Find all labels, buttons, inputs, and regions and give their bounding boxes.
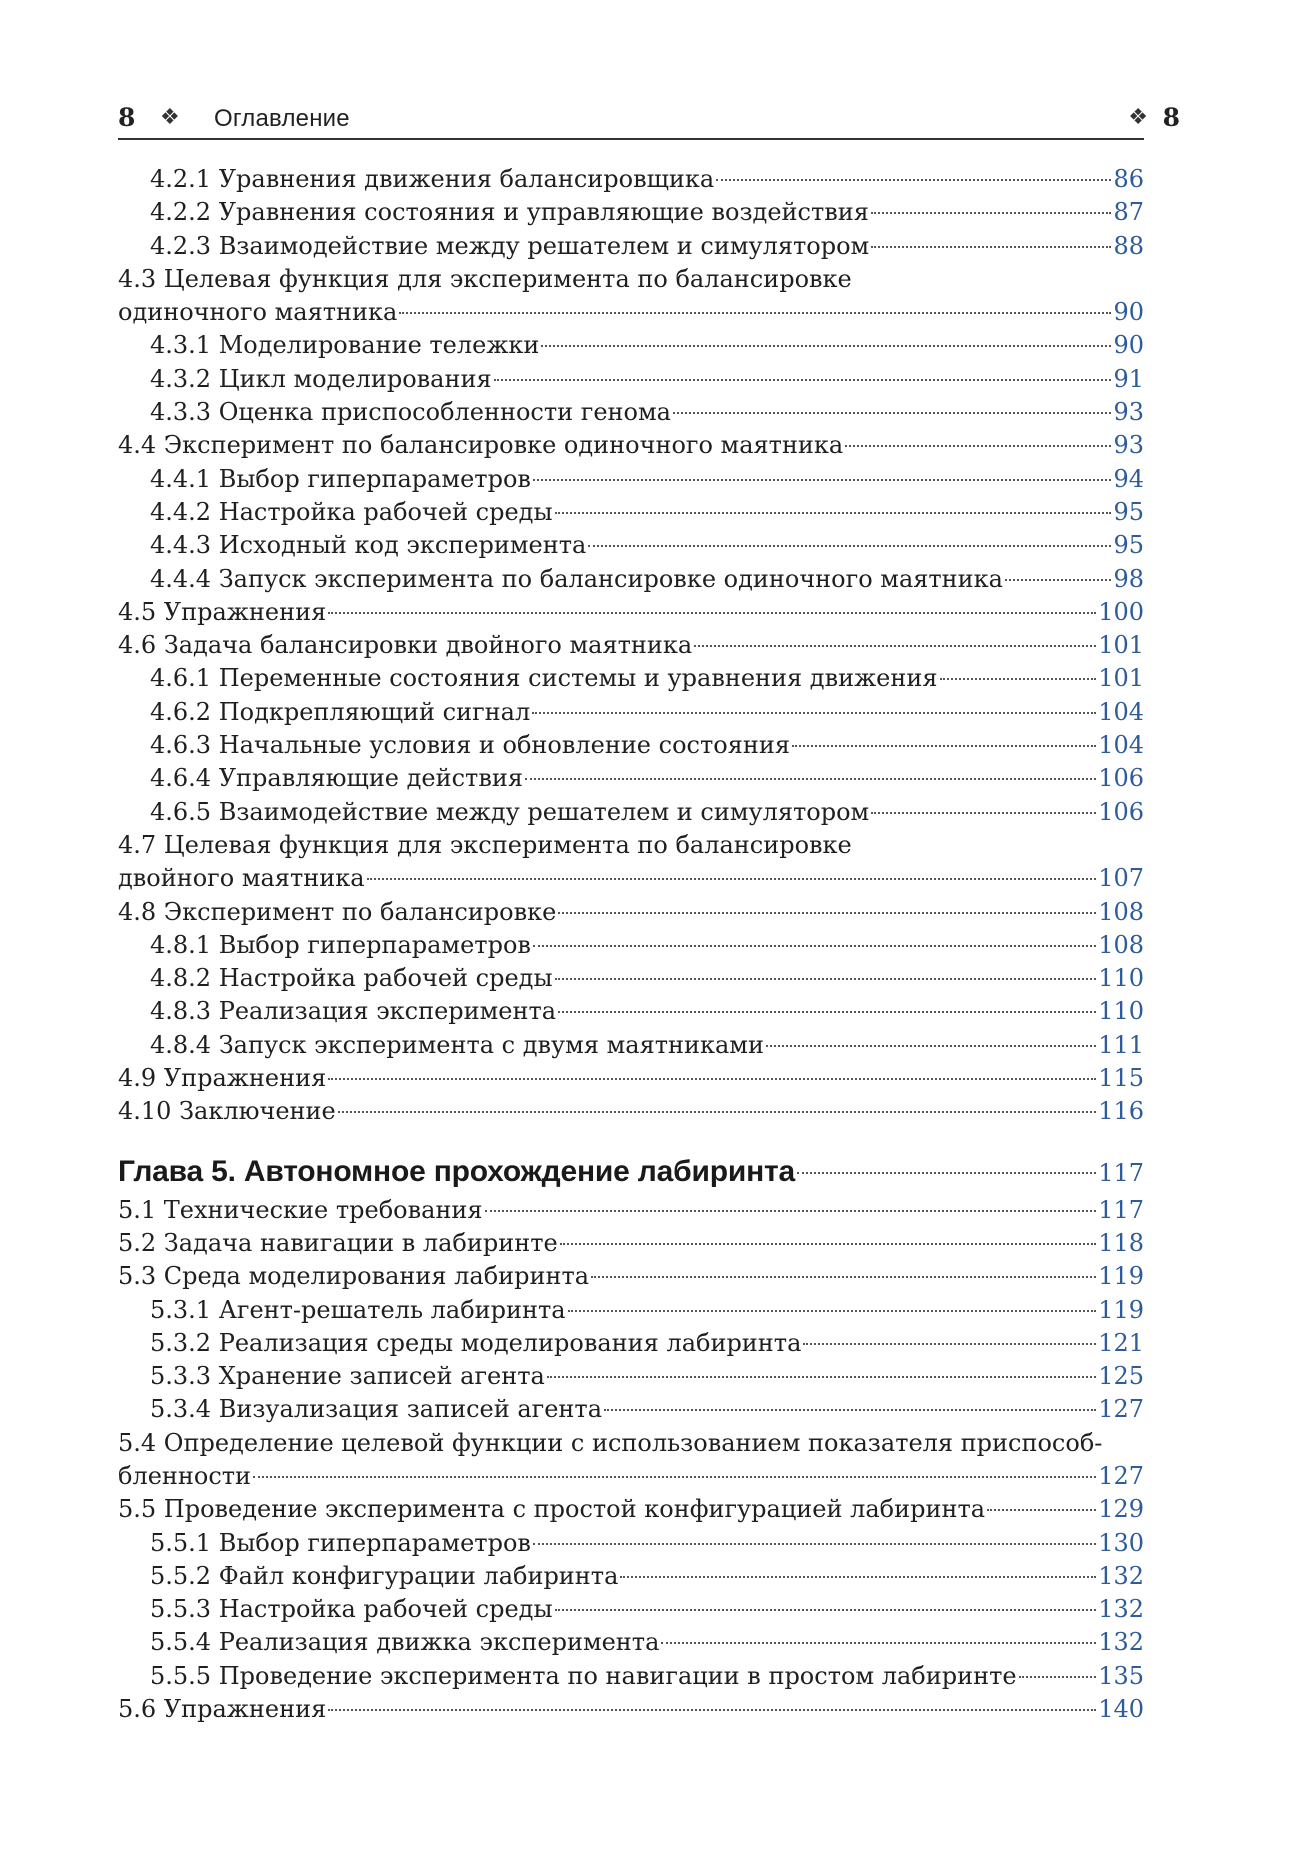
toc-page-number[interactable]: 95 [1113,531,1144,560]
dot-leader [541,344,1111,347]
header-divider [118,138,1144,140]
toc-entry-title: 4.2.3 Взаимодействие между решателем и симулятором [150,231,870,260]
dot-leader [940,677,1097,680]
toc-entry[interactable] [118,896,1144,929]
toc-page-number[interactable]: 117 [1098,1195,1144,1224]
toc-page-number[interactable]: 127 [1098,1461,1144,1490]
toc-entry-title: 4.8.4 Запуск эксперимента с двумя маятниками [150,1030,764,1059]
toc-entry-title: 4.6.5 Взаимодействие между решателем и симулятором [150,797,870,826]
toc-entry[interactable] [118,1029,1144,1062]
toc-entry-title: 4.6.2 Подкрепляющий сигнал [150,697,531,726]
dot-leader [328,1708,1096,1711]
toc-entry-title: 5.6 Упражнения [118,1695,327,1724]
toc-entry-title: 5.1 Технические требования [118,1195,483,1224]
toc-entry[interactable] [118,796,1144,829]
toc-entry[interactable] [118,1062,1144,1095]
dot-leader [558,1010,1096,1013]
toc-entry-title: 4.4.3 Исходный код эксперимента [150,531,587,560]
toc-entry-title: 5.5.1 Выбор гиперпараметров [150,1528,531,1557]
dot-leader [555,1608,1097,1611]
toc-page-number[interactable]: 104 [1098,731,1144,760]
toc-page-number[interactable]: 90 [1113,298,1144,327]
dot-leader [803,1342,1096,1345]
toc-page-number[interactable]: 107 [1098,864,1144,893]
toc-entry[interactable] [118,230,1144,263]
toc-page-number[interactable]: 111 [1098,1030,1144,1059]
toc-page-number[interactable]: 132 [1098,1628,1144,1657]
toc-entry[interactable] [118,496,1144,529]
toc-entry-title: 4.6.4 Управляющие действия [150,764,523,793]
page-number: 8 [1162,103,1180,132]
toc-entry[interactable] [118,463,1144,496]
toc-entry-title: 4.10 Заключение [118,1097,336,1126]
dot-leader [792,744,1096,747]
toc-entry-title: 4.3 Целевая функция для эксперимента по балансировке [118,264,852,293]
dot-leader [555,511,1112,514]
toc-entry[interactable] [118,1260,1144,1293]
toc-page-number[interactable]: 135 [1098,1661,1144,1690]
toc-entry[interactable] [118,729,1144,762]
toc-entry-title: 5.3.3 Хранение записей агента [150,1362,545,1391]
toc-entry-title: 4.6.3 Начальные условия и обновление состояния [150,731,790,760]
table-of-contents [118,163,1144,1726]
toc-entry[interactable] [118,1327,1144,1360]
toc-entry-title: 4.6.1 Переменные состояния системы и уравнения движения [150,664,938,693]
toc-page-number[interactable]: 90 [1113,331,1144,360]
toc-page-number[interactable]: 108 [1098,930,1144,959]
ornament-icon: ❖ [1128,104,1148,129]
dot-leader [328,1077,1096,1080]
toc-entry[interactable] [118,296,1144,329]
toc-entry-title: 4.3.1 Моделирование тележки [150,331,540,360]
toc-entry[interactable] [118,396,1144,429]
toc-page-number[interactable]: 110 [1098,997,1144,1026]
toc-page-number[interactable]: 108 [1098,897,1144,926]
toc-entry-title: 4.4.1 Выбор гиперпараметров [150,464,531,493]
dot-leader [766,1044,1096,1047]
dot-leader [871,811,1096,814]
toc-page-number[interactable]: 117 [1098,1158,1144,1187]
toc-entry[interactable] [118,196,1144,229]
toc-entry[interactable] [118,363,1144,396]
toc-entry[interactable] [118,829,1144,862]
dot-leader [673,411,1111,414]
toc-entry-title: 4.5 Упражнения [118,597,327,626]
toc-entry-title: 4.4.2 Настройка рабочей среды [150,497,553,526]
toc-entry[interactable] [118,263,1144,296]
dot-leader [1005,578,1111,581]
dot-leader [399,311,1111,314]
dot-leader [987,1508,1096,1511]
toc-page-number[interactable]: 106 [1098,797,1144,826]
toc-page-number[interactable]: 93 [1113,398,1144,427]
toc-page-number[interactable]: 129 [1098,1495,1144,1524]
toc-entry-title: 4.9 Упражнения [118,1064,327,1093]
toc-page-number[interactable]: 91 [1113,364,1144,393]
dot-leader [485,1209,1097,1212]
page-header [118,100,1180,138]
toc-entry-title: 5.3.2 Реализация среды моделирования лабиринта [150,1328,802,1357]
toc-entry[interactable] [118,1626,1144,1659]
toc-entry-title: 4.2.2 Уравнения состояния и управляющие воздействия [150,198,869,227]
toc-entry-title: 5.5.5 Проведение эксперимента по навигации в простом лабиринте [150,1661,1017,1690]
toc-entry-title: 4.2.1 Уравнения движения балансировщика [150,165,715,193]
dot-leader [591,1275,1096,1278]
toc-entry[interactable] [118,163,1144,196]
toc-entry-title: 5.4 Определение целевой функции с использованием показателя приспособ- [118,1428,1103,1457]
dot-leader [845,444,1111,447]
toc-entry-title: 4.6 Задача балансировки двойного маятника [118,631,693,660]
dot-leader [253,1475,1096,1478]
dot-leader [568,1309,1097,1312]
toc-page-number[interactable]: 95 [1113,497,1144,526]
toc-entry-title: 5.3 Среда моделирования лабиринта [118,1262,590,1291]
dot-leader [560,1242,1097,1245]
toc-entry-title: 5.3.4 Визуализация записей агента [150,1395,603,1424]
toc-entry[interactable] [118,1693,1144,1726]
toc-page-number[interactable]: 101 [1098,631,1144,660]
toc-page-number[interactable]: 88 [1113,231,1144,260]
dot-leader [588,544,1111,547]
dot-leader [871,211,1112,214]
toc-page-number[interactable]: 116 [1098,1097,1144,1126]
dot-leader [525,777,1096,780]
page-number: 8 [118,103,136,132]
dot-leader [620,1575,1096,1578]
dot-leader [716,178,1111,181]
toc-entry[interactable] [118,929,1144,962]
toc-entry[interactable] [118,1660,1144,1693]
toc-entry-title: 5.5.4 Реализация движка эксперимента [150,1628,660,1657]
toc-entry[interactable] [118,429,1144,462]
toc-page-number[interactable]: 119 [1098,1262,1144,1291]
dot-leader [558,911,1096,914]
toc-entry[interactable] [118,1194,1144,1227]
toc-entry-title: 4.3.2 Цикл моделирования [150,364,492,393]
dot-leader [494,378,1112,381]
toc-page-number[interactable]: 101 [1098,664,1144,693]
running-title: Оглавление [214,105,350,132]
dot-leader [694,644,1096,647]
toc-entry-title: 4.7 Целевая функция для эксперимента по балансировке [118,830,852,859]
dot-leader [547,1375,1096,1378]
toc-page-number[interactable]: 94 [1113,464,1144,493]
toc-page-number[interactable]: 104 [1098,697,1144,726]
dot-leader [328,611,1096,614]
dot-leader [533,944,1096,947]
toc-page-number[interactable]: 127 [1098,1395,1144,1424]
toc-entry-title: одиночного маятника [118,298,398,327]
toc-entry-title: бленности [118,1461,252,1490]
toc-entry[interactable] [118,1393,1144,1426]
toc-entry[interactable] [118,1560,1144,1593]
toc-page-number[interactable]: 98 [1113,564,1144,593]
toc-chapter-entry[interactable] [118,1152,1144,1192]
toc-entry[interactable] [118,596,1144,629]
toc-entry-title: 4.8.3 Реализация эксперимента [150,997,557,1026]
dot-leader [797,1171,1096,1174]
toc-entry[interactable] [118,1593,1144,1626]
toc-entry[interactable] [118,662,1144,695]
dot-leader [661,1641,1096,1644]
toc-page-number[interactable]: 132 [1098,1561,1144,1590]
toc-page-number[interactable]: 132 [1098,1595,1144,1624]
toc-entry[interactable] [118,1493,1144,1526]
dot-leader [367,877,1097,880]
toc-page-number[interactable]: 130 [1098,1528,1144,1557]
toc-entry[interactable] [118,762,1144,795]
toc-entry-title: Глава 5. Автономное прохождение лабиринта [118,1154,795,1188]
toc-entry[interactable] [118,1294,1144,1327]
toc-entry-title: 4.8.2 Настройка рабочей среды [150,964,553,993]
toc-entry[interactable] [118,563,1144,596]
toc-entry-title: 5.2 Задача навигации в лабиринте [118,1228,558,1257]
toc-page-number[interactable]: 119 [1098,1295,1144,1324]
toc-entry[interactable] [118,696,1144,729]
toc-entry[interactable] [118,995,1144,1028]
toc-page-number[interactable]: 121 [1098,1328,1144,1357]
toc-page-number[interactable]: 125 [1098,1362,1144,1391]
toc-page-number[interactable]: 93 [1113,431,1144,460]
toc-page-number[interactable]: 110 [1098,964,1144,993]
toc-page-number[interactable]: 118 [1098,1228,1144,1257]
toc-page-number[interactable]: 86 [1113,165,1144,193]
toc-entry[interactable] [118,1460,1144,1493]
toc-entry[interactable] [118,329,1144,362]
toc-entry-title: 4.4 Эксперимент по балансировке одиночного маятника [118,431,844,460]
toc-entry[interactable] [118,529,1144,562]
toc-entry[interactable] [118,1095,1144,1128]
toc-page-number[interactable]: 87 [1113,198,1144,227]
dot-leader [1019,1675,1097,1678]
toc-entry-title: 5.3.1 Агент-решатель лабиринта [150,1295,566,1324]
toc-entry-title: 5.5 Проведение эксперимента с простой конфигурацией лабиринта [118,1495,986,1524]
toc-entry-title: 4.3.3 Оценка приспособленности генома [150,398,671,427]
toc-entry[interactable] [118,1360,1144,1393]
toc-entry-title: 4.8.1 Выбор гиперпараметров [150,930,531,959]
toc-entry[interactable] [118,1227,1144,1260]
dot-leader [532,711,1096,714]
ornament-icon: ❖ [160,104,180,129]
toc-page-number[interactable]: 115 [1098,1064,1144,1093]
toc-entry-title: 5.5.3 Настройка рабочей среды [150,1595,553,1624]
dot-leader [533,478,1112,481]
toc-page-number[interactable]: 106 [1098,764,1144,793]
dot-leader [604,1408,1096,1411]
dot-leader [555,977,1097,980]
toc-page-number[interactable]: 140 [1098,1695,1144,1724]
dot-leader [871,245,1111,248]
toc-page-number[interactable]: 100 [1098,597,1144,626]
toc-entry-title: 4.4.4 Запуск эксперимента по балансировке одиночного маятника [150,564,1003,593]
toc-entry-title: 4.8 Эксперимент по балансировке [118,897,557,926]
toc-entry[interactable] [118,862,1144,895]
toc-entry-title: двойного маятника [118,864,365,893]
toc-entry[interactable] [118,962,1144,995]
toc-entry[interactable] [118,1527,1144,1560]
toc-entry[interactable] [118,1427,1144,1460]
toc-entry-title: 5.5.2 Файл конфигурации лабиринта [150,1561,619,1590]
dot-leader [338,1110,1096,1113]
toc-entry[interactable] [118,629,1144,662]
dot-leader [533,1542,1096,1545]
